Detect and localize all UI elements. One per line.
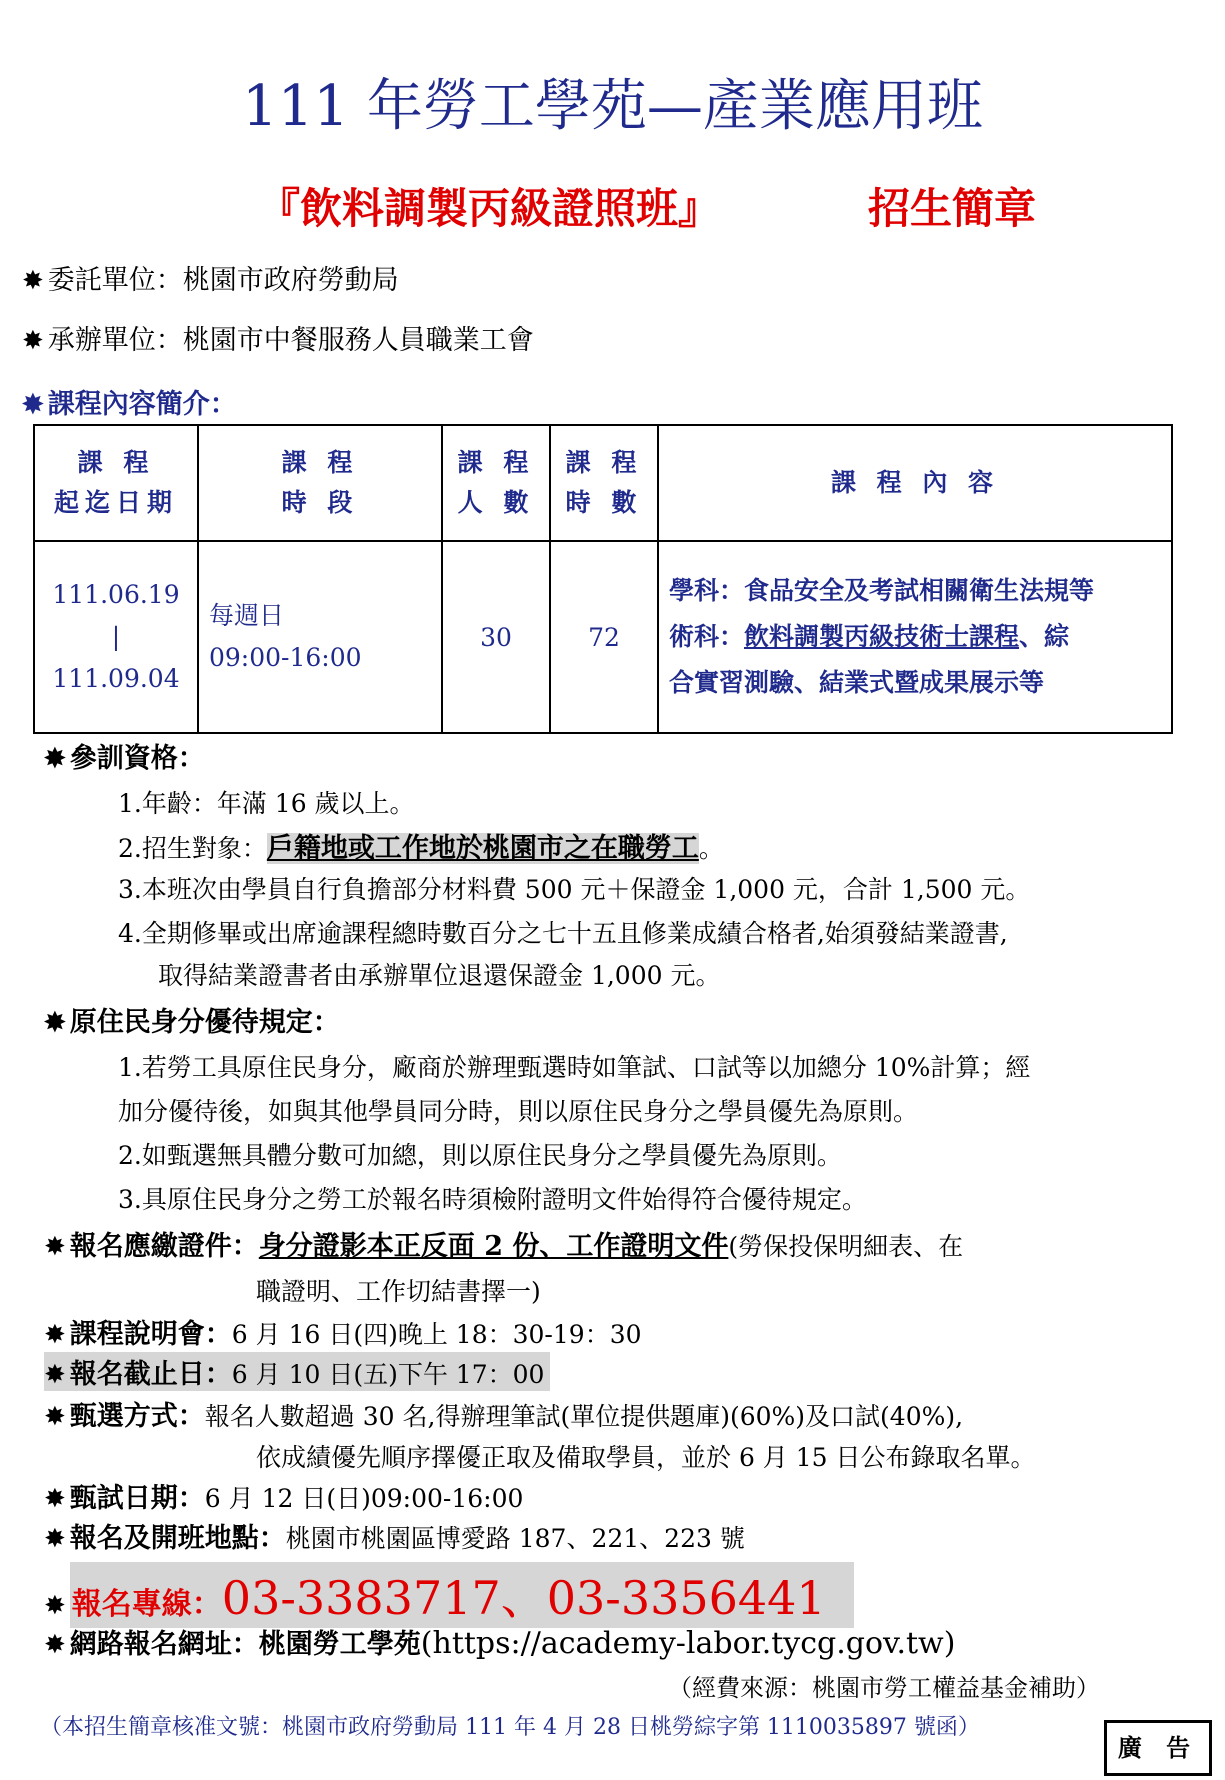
approval-note: （本招生簡章核准文號：桃園市政府勞動局 111 年 4 月 28 日桃勞綜字第 1110035897 號函）	[40, 1715, 980, 1740]
eligibility-item-4: 4.全期修畢或出席逾課程總時數百分之七十五且修業成績合格者,始須發結業證書,	[118, 919, 1008, 948]
header-period: 課 程 時 段	[198, 425, 442, 541]
contractor-line	[22, 318, 534, 357]
cell-period: 每週日 09:00-16:00	[198, 541, 442, 733]
brochure-label: 招生簡章	[868, 184, 1037, 233]
course-name: 『飲料調製丙級證照班』	[258, 184, 721, 233]
aboriginal-item-1: 1.若勞工具原住民身分，廠商於辦理甄選時如筆試、口試等以加總分 10%計算；經	[118, 1053, 1031, 1082]
star-bullet-icon: ✸	[44, 1232, 66, 1262]
star-bullet-icon: ✸	[44, 744, 66, 774]
star-bullet-icon: ✸	[44, 1402, 66, 1432]
documents-line: ✸ 報名應繳證件：身分證影本正反面 2 份、工作證明文件(勞保投保明細表、在	[44, 1231, 964, 1262]
documents-line-cont: 職證明、工作切結書擇一)	[256, 1277, 541, 1306]
star-bullet-icon: ✸	[44, 1484, 66, 1514]
cell-people: 30	[442, 541, 550, 733]
course-intro-heading	[22, 382, 237, 421]
organizer-line	[22, 258, 399, 297]
header-people: 課 程 人 數	[442, 425, 550, 541]
location-line: ✸ 報名及開班地點：桃園市桃園區博愛路 187、221、223 號	[44, 1523, 745, 1554]
header-dates: 課 程 起迄日期	[34, 425, 198, 541]
star-bullet-icon: ✸	[44, 1524, 66, 1554]
star-bullet-icon: ✸	[22, 390, 44, 420]
course-table	[33, 424, 1173, 734]
star-bullet-icon: ✸	[44, 1320, 66, 1350]
table-header-row	[34, 425, 1172, 541]
star-bullet-icon: ✸	[22, 326, 44, 356]
star-bullet-icon: ✸	[22, 266, 44, 296]
eligibility-item-1: 1.年齡：年滿 16 歲以上。	[118, 789, 415, 818]
course-intro-label: 課程內容簡介：	[47, 389, 237, 420]
website-url: (https://academy-labor.tycg.gov.tw)	[420, 1626, 956, 1661]
aboriginal-item-1-cont: 加分優待後，如與其他學員同分時，則以原住民身分之學員優先為原則。	[118, 1097, 919, 1126]
briefing-line: ✸ 課程說明會：6 月 16 日(四)晚上 18：30-19：30	[44, 1319, 642, 1350]
eligibility-heading: ✸ 參訓資格：	[44, 743, 205, 774]
eligibility-item-2: 2.招生對象：戶籍地或工作地於桃園市之在職勞工。	[118, 833, 724, 864]
hotline-numbers: 03-3383717、03-3356441	[221, 1571, 826, 1625]
star-bullet-icon: ✸	[44, 1360, 66, 1390]
deadline-line: ✸ 報名截止日：6 月 10 日(五)下午 17：00	[44, 1352, 550, 1391]
star-bullet-icon: ✸	[44, 1591, 66, 1621]
contractor-value: 桃園市中餐服務人員職業工會	[182, 325, 534, 356]
cell-hours: 72	[550, 541, 658, 733]
eligibility-item-3: 3.本班次由學員自行負擔部分材料費 500 元＋保證金 1,000 元，合計 1,500 元。	[118, 875, 1031, 904]
table-row	[34, 541, 1172, 733]
header-hours: 課 程 時 數	[550, 425, 658, 541]
header-content: 課 程 內 容	[658, 425, 1172, 541]
organizer-label: 委託單位：	[47, 265, 183, 296]
cell-dates: 111.06.19 | 111.09.04	[34, 541, 198, 733]
star-bullet-icon: ✸	[44, 1008, 66, 1038]
hotline-line: ✸ 報名專線：03-3383717、03-3356441	[44, 1562, 854, 1628]
selection-line: ✸ 甄選方式：報名人數超過 30 名,得辦理筆試(單位提供題庫)(60%)及口試(40%),	[44, 1401, 964, 1432]
exam-date-line: ✸ 甄試日期：6 月 12 日(日)09:00-16:00	[44, 1483, 524, 1514]
cell-content: 學科：食品安全及考試相關衛生法規等 術科：飲料調製丙級技術士課程、綜 合實習測驗、結業式暨成果展示等	[658, 541, 1172, 733]
aboriginal-item-2: 2.如甄選無具體分數可加總，則以原住民身分之學員優先為原則。	[118, 1141, 842, 1170]
website-line: ✸ 網路報名網址：桃園勞工學苑(https://academy-labor.tycg.gov.tw)	[44, 1626, 956, 1661]
eligibility-item-4-cont: 取得結業證書者由承辦單位退還保證金 1,000 元。	[158, 961, 721, 990]
page-title: 111 年勞工學苑—產業應用班	[242, 74, 983, 139]
selection-line-cont: 依成績優先順序擇優正取及備取學員，並於 6 月 15 日公布錄取名單。	[256, 1443, 1036, 1472]
contractor-label: 承辦單位：	[47, 325, 183, 356]
organizer-value: 桃園市政府勞動局	[182, 265, 399, 296]
funding-note: （經費來源：桃園市勞工權益基金補助）	[668, 1674, 1100, 1702]
ad-label-box: 廣 告	[1104, 1720, 1212, 1776]
aboriginal-heading: ✸ 原住民身分優待規定：	[44, 1007, 340, 1038]
aboriginal-item-3: 3.具原住民身分之勞工於報名時須檢附證明文件始得符合優待規定。	[118, 1185, 867, 1214]
star-bullet-icon: ✸	[44, 1630, 66, 1660]
